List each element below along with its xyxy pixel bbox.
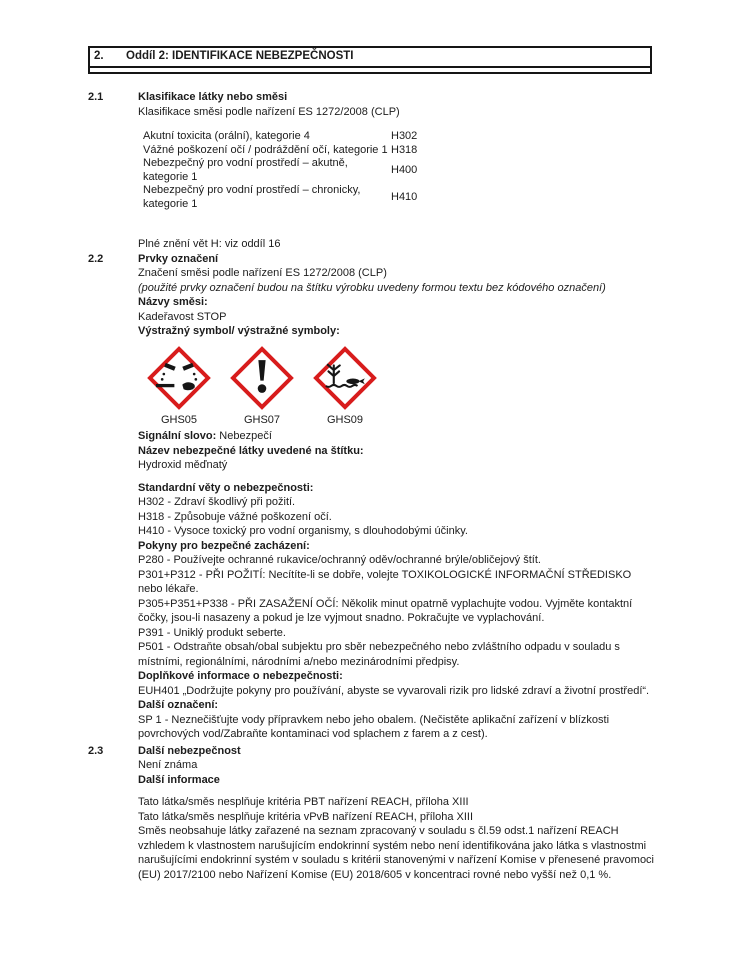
mixture-name: Kadeřavost STOP xyxy=(138,310,227,323)
other-info-line: Tato látka/směs nesplňuje kritéria vPvB nařízení REACH, příloha XIII xyxy=(138,810,474,823)
p-statement: P501 - Odstraňte obsah/obal subjektu pro sběr nebezpečného nebo zvláštního odpadu v souladu s místními, regionálními, národními a/nebo mezinárodními předpisy. xyxy=(138,641,620,668)
other-hazards-body: Není známa xyxy=(138,759,198,771)
mixture-names-label: Názvy směsi: xyxy=(138,296,208,308)
hazard-classification-table xyxy=(143,130,655,211)
hazard-row xyxy=(143,184,655,211)
other-info-line: Směs neobsahuje látky zařazené na seznam zpracovaný v souladu s čl.59 odst.1 nařízení REACH vzhledem k vlastnostem narušujícím endokrinní systém nebo není identifikována jako látka s vlastnostmi narušujícími endokrinní systém v souladu s kritérii stanovenými v nařízení Komise v přenesené pravomoci (EU) 2017/2100 nebo Nařízení Komise (EU) 2018/605 v koncentraci rovné nebo vyšší než 0,1 %. xyxy=(138,825,655,881)
hazard-row xyxy=(143,144,655,158)
section-title: Oddíl 2: IDENTIFIKACE NEBEZPEČNOSTI xyxy=(126,50,354,62)
labelling-note: (použité prvky označení budou na štítku výrobku uvedeny formou textu bez kódového označení) xyxy=(138,281,606,294)
other-labelling: SP 1 - Neznečišťujte vody přípravkem nebo jeho obalem. (Nečistěte aplikační zařízení v blízkosti povrchových vod/Zabraňte kontaminaci vod splachem z farem a z cest). xyxy=(138,713,610,740)
h-statements-label: Standardní věty o nebezpečnosti: xyxy=(138,481,314,494)
hazard-code: H410 xyxy=(391,190,418,203)
subsection-2-2 xyxy=(88,252,740,742)
pictogram-code: GHS05 xyxy=(160,413,198,426)
p-statement: P301+P312 - PŘI POŽITÍ: Necítíte-li se dobře, volejte TOXIKOLOGICKÉ INFORMAČNÍ STŘEDISKO nebo lékaře. xyxy=(138,568,632,595)
subsection-heading: Další nebezpečnost xyxy=(138,744,241,757)
signal-word-label: Signální slovo: xyxy=(138,430,217,442)
other-info-label: Další informace xyxy=(138,773,220,786)
subsection-body xyxy=(138,90,655,252)
subsection-number: 2.2 xyxy=(88,252,104,265)
section-header-row xyxy=(90,48,650,68)
subsection-body xyxy=(138,744,655,883)
hazard-code: H400 xyxy=(391,163,418,176)
h-statement: H410 - Vysoce toxický pro vodní organismy, s dlouhodobými účinky. xyxy=(138,525,468,537)
signal-word-line xyxy=(138,429,655,444)
corrosion-icon xyxy=(146,345,212,411)
section-header-box xyxy=(88,46,652,74)
ghs07-pictogram xyxy=(227,345,297,428)
exclamation-mark-icon xyxy=(229,345,295,411)
p-statement: P280 - Používejte ochranné rukavice/ochranný oděv/ochranné brýle/obličejový štít. xyxy=(138,554,541,566)
p-statements-label: Pokyny pro bezpečné zacházení: xyxy=(138,539,310,552)
environment-icon xyxy=(312,345,378,411)
signal-word: Nebezpečí xyxy=(219,430,272,442)
hazard-code: H318 xyxy=(391,143,418,156)
ghs09-pictogram xyxy=(310,345,380,428)
hazard-substance: Hydroxid měďnatý xyxy=(138,459,228,471)
subsection-heading: Prvky označení xyxy=(138,252,219,265)
classification-intro: Klasifikace směsi podle nařízení ES 1272/2008 (CLP) xyxy=(138,105,400,118)
subsection-2-1 xyxy=(88,90,740,252)
subsection-body xyxy=(138,252,655,742)
ghs05-pictogram xyxy=(144,345,214,428)
h-statement: H302 - Zdraví škodlivý při požití. xyxy=(138,496,296,508)
full-wording-note: Plné znění vět H: viz oddíl 16 xyxy=(138,238,281,250)
supplemental-label: Doplňkové informace o nebezpečnosti: xyxy=(138,670,343,682)
hazard-class: Nebezpečný pro vodní prostředí – chronicky, kategorie 1 xyxy=(143,184,361,210)
hazard-row xyxy=(143,157,655,184)
subsection-number: 2.1 xyxy=(88,91,104,103)
h-statement: H318 - Způsobuje vážné poškození očí. xyxy=(138,510,332,523)
hazard-class: Vážné poškození očí / podráždění očí, kategorie 1 xyxy=(143,143,388,156)
section-number: 2. xyxy=(94,50,104,62)
p-statement: P305+P351+P338 - PŘI ZASAŽENÍ OČÍ: Několik minut opatrně vyplachujte vodou. Vyjměte kontaktní čočky, jsou-li nasazeny a pokud je lze vyjmout snadno. Pokračujte ve vyplachování. xyxy=(138,597,633,624)
subsection-heading: Klasifikace látky nebo směsi xyxy=(138,91,288,103)
subsection-number: 2.3 xyxy=(88,744,104,757)
supplemental-statement: EUH401 „Dodržujte pokyny pro používání, abyste se vyvarovali rizik pro lidské zdraví a životní prostředí“. xyxy=(138,684,650,697)
pictogram-code: GHS07 xyxy=(243,413,281,426)
pictogram-code: GHS09 xyxy=(326,413,364,426)
hazard-substance-label: Název nebezpečné látky uvedené na štítku: xyxy=(138,444,364,457)
warning-symbols-label: Výstražný symbol/ výstražné symboly: xyxy=(138,325,340,337)
hazard-row xyxy=(143,130,655,144)
hazard-class: Nebezpečný pro vodní prostředí – akutně, kategorie 1 xyxy=(143,157,348,183)
hazard-class: Akutní toxicita (orální), kategorie 4 xyxy=(143,130,310,142)
labelling-intro: Značení směsi podle nařízení ES 1272/2008 (CLP) xyxy=(138,267,387,279)
p-statement: P391 - Uniklý produkt seberte. xyxy=(138,626,286,639)
subsection-2-3 xyxy=(88,744,740,883)
other-labelling-label: Další označení: xyxy=(138,699,219,711)
section-header-strip xyxy=(90,68,650,72)
ghs-pictograms xyxy=(144,345,655,428)
other-info-line: Tato látka/směs nesplňuje kritéria PBT nařízení REACH, příloha XIII xyxy=(138,796,469,808)
hazard-code: H302 xyxy=(391,130,418,142)
